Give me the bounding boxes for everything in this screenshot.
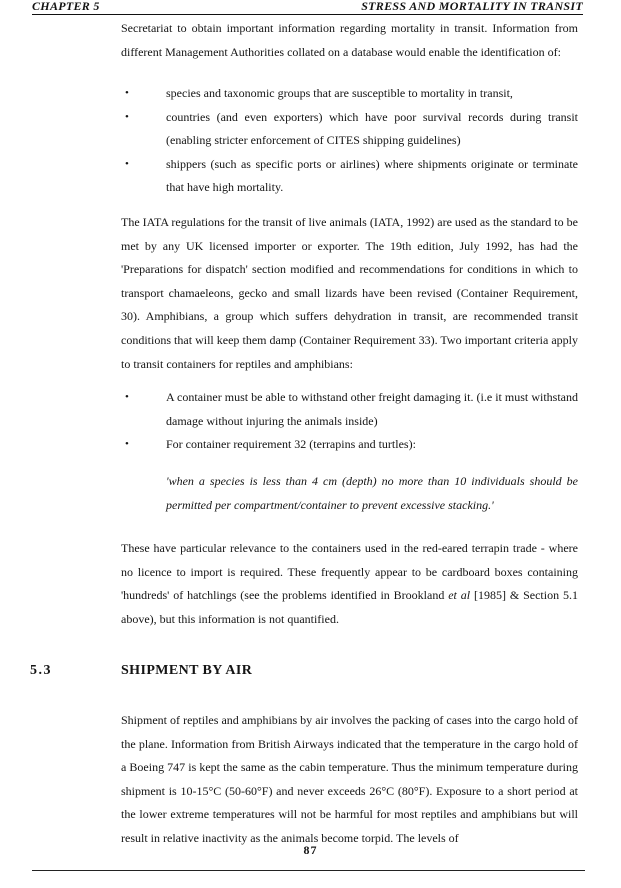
list-item-text: species and taxonomic groups that are susceptible to mortality in transit, — [166, 86, 513, 100]
list-item — [121, 82, 578, 106]
section-number: 5.3 — [30, 663, 52, 678]
bullet-icon: • — [125, 87, 129, 99]
paragraph-intro: Secretariat to obtain important information regarding mortality in transit. Information from different Management Authorities collated on a database would enable the identification of: — [121, 21, 578, 59]
criteria-list — [121, 386, 578, 457]
bullet-icon: • — [125, 157, 129, 170]
chapter-label: CHAPTER 5 — [32, 0, 100, 13]
paragraph-text: These have particular relevance to the containers used in the red-eared terrapin trade - where no licence to import is required. These frequently appear to be cardboard boxes containing 'hundreds' of hatchlings (see the problems identified in Brookland — [121, 541, 578, 603]
list-item-text: countries (and even exporters) which have poor survival records during transit (enabling stricter enforcement of CITES shipping guidelines) — [166, 109, 578, 148]
list-item-text: A container must be able to withstand other freight damaging it. (i.e it must withstand damage without injuring the animals inside) — [166, 390, 578, 428]
chapter-title: STRESS AND MORTALITY IN TRANSIT — [361, 0, 583, 13]
list-item — [121, 433, 578, 457]
paragraph-terrapin — [121, 537, 578, 631]
list-item — [121, 106, 578, 153]
list-item-text: shippers (such as specific ports or airlines) where shipments originate or terminate that have high mortality. — [166, 156, 578, 195]
italic-citation: et al — [448, 588, 471, 603]
page-number: 87 — [303, 843, 318, 857]
block-quote: 'when a species is less than 4 cm (depth) no more than 10 individuals should be permitted per compartment/container to prevent excessive stacking.' — [166, 474, 578, 512]
running-header — [32, 0, 583, 15]
paragraph-air-shipment: Shipment of reptiles and amphibians by air involves the packing of cases into the cargo hold of the plane. Information from British Airways indicated that the temperature in the cargo hold of a Boeing 747 is kept the same as the cabin temperature. Thus the minimum temperature during shipment is 10-15°C (50-60°F) and never exceeds 26°C (80°F). Exposure to a short period at the lower extreme temperatures will not be harmful for most reptiles and amphibians but will result in relative inactivity as the animals become torpid. The levels of — [121, 713, 578, 845]
footer-divider — [32, 870, 585, 871]
bullet-icon: • — [125, 110, 129, 123]
paragraph-text: [1985] & Section 5.1 above), but this information is not quantified. — [121, 588, 578, 626]
bullet-icon: • — [125, 391, 129, 403]
list-item — [121, 386, 578, 433]
bullet-icon: • — [125, 438, 129, 451]
section-heading: SHIPMENT BY AIR — [121, 663, 253, 678]
paragraph-iata: The IATA regulations for the transit of live animals (IATA, 1992) are used as the standard to be met by any UK licensed importer or exporter. The 19th edition, July 1992, has had the 'Preparations for dispatch' section modified and recommendations for conditions in which to transport chamaeleons, gecko and small lizards have been revised (Container Requirement, 30). Amphibians, a group which suffers dehydration in transit, are recommended transit conditions that will keep them damp (Container Requirement 33). Two important criteria apply to transit containers for reptiles and amphibians: — [121, 215, 578, 371]
list-item — [121, 153, 578, 200]
identification-list — [121, 82, 578, 200]
list-item-text: For container requirement 32 (terrapins and turtles): — [166, 437, 416, 452]
